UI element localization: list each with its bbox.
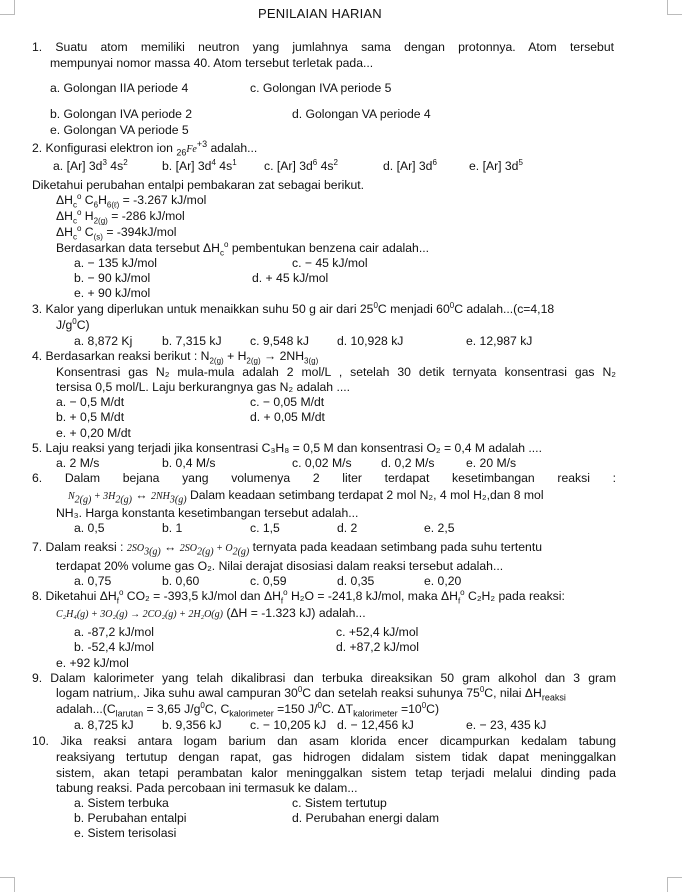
enthalpy-option-e: e. + 90 kJ/mol: [74, 286, 151, 300]
q4-option-a: a. − 0,5 M/dt: [56, 395, 125, 409]
q10-stem-line3: sistem, akan tetapi perambatan kalor meninggalkan sistem tetap terjadi melalui dinding pada: [56, 766, 616, 780]
q8-option-b: b. -52,4 kJ/mol: [74, 640, 154, 654]
enthalpy-option-c: c. − 45 kJ/mol: [292, 256, 368, 270]
q1-stem-line1: 1. Suatu atom memiliki neutron yang jumlahnya sama dengan protonnya. Atom tersebut: [32, 40, 614, 54]
enthalpy-option-a: a. − 135 kJ/mol: [74, 256, 157, 270]
q1-stem-line2: mempunyai nomor massa 40. Atom tersebut terletak pada...: [50, 56, 374, 70]
q6-stem-line3: NH₃. Harga konstanta kesetimbangan tersebut adalah...: [56, 506, 359, 520]
crop-mark-top-right: [667, 0, 682, 15]
q3-option-b: b. 7,315 kJ: [162, 334, 222, 348]
q4-stem-line2: Konsentrasi gas N₂ mula-mula adalah 2 mol/L , setelah 30 detik ternyata konsentrasi gas N₂: [56, 365, 616, 379]
q8-option-e: e. +92 kJ/mol: [56, 656, 129, 670]
q4-option-e: e. + 0,20 M/dt: [56, 426, 131, 440]
enthalpy-reaction-2: $\Delta H_c^o$ $H_{2(g)} = -286$ kJ/mol: [56, 207, 185, 226]
q8-option-d: d. +87,2 kJ/mol: [336, 640, 419, 654]
crop-mark-top-left: [0, 0, 15, 15]
q3-unit: $J/g^0C$): [56, 316, 90, 332]
q10-stem-line1: 10. Jika reaksi antara logam barium dan asam klorida encer dicampurkan kedalam tabung: [32, 734, 616, 748]
q6-option-c: c. 1,5: [250, 521, 280, 535]
q10-stem-line4: tabung reaksi. Pada percobaan ini termasuk ke dalam...: [56, 781, 358, 795]
q10-option-d: d. Perubahan energi dalam: [292, 811, 440, 825]
q9-stem-line3: $adalah...(C_{larutan} = 3,65$ $J/g^0C$, $C_{kalorimeter} =150$ J/$^0$C. $\Delta T_{kalorimeter} =10^0C$): [56, 700, 440, 719]
q6-option-a: a. 0,5: [74, 521, 105, 535]
q3-option-e: e. 12,987 kJ: [466, 334, 533, 348]
q9-stem-line1: 9. Dalam kalorimeter yang telah dikalibrasi dan terbuka direaksikan 50 gram alkohol dan 3 gram: [32, 671, 616, 685]
q6-stem-line1: 6. Dalam bejana yang volumenya 2 liter terdapat kesetimbangan reaksi :: [32, 471, 616, 485]
q9-option-d: d. − 12,456 kJ: [337, 718, 414, 732]
q1-option-a: a. Golongan IIA periode 4: [50, 81, 189, 95]
q10-option-b: b. Perubahan entalpi: [74, 811, 187, 825]
crop-mark-bottom-left: [0, 877, 15, 892]
q1-option-c: c. Golongan IVA periode 5: [250, 81, 392, 95]
q7-stem: 7. Dalam reaksi : $2SO_{3(g)}$ ↔ $2SO_{2(g)} + O_{2(g)}$ ternyata pada keadaan setimbang pada suhu tertentu: [32, 540, 542, 558]
q2-option-e: e. [Ar] $3d^5$: [469, 157, 523, 173]
q7-option-a: a. 0,75: [74, 574, 112, 588]
q4-stem-line3: tersisa 0,5 mol/L. Laju berkurangnya gas N₂ adalah ....: [56, 380, 351, 394]
q3-stem: 3. Kalor yang diperlukan untuk menaikkan suhu 50 g air dari $25^0C$ menjadi $60^0C$ adalah...(c=4,18: [32, 300, 555, 316]
q5-option-b: b. 0,4 M/s: [162, 456, 216, 470]
q8-option-c: c. +52,4 kJ/mol: [336, 625, 419, 639]
enthalpy-reaction-3: $\Delta H_c^o$ $C_{(s)} = -394kJ/mol$: [56, 223, 177, 242]
q3-option-a: a. 8,872 Kj: [74, 334, 133, 348]
q1-option-e: e. Golongan VA periode 5: [50, 123, 189, 137]
q7-stem-line2: terdapat 20% volume gas O₂. Nilai derajat disosiasi dalam reaksi tersebut adalah...: [56, 559, 504, 573]
q2-ion-atomic-number: 26: [176, 147, 187, 158]
q8-option-a: a. -87,2 kJ/mol: [74, 625, 154, 639]
q6-option-b: b. 1: [162, 521, 183, 535]
q4-option-d: d. + 0,05 M/dt: [250, 410, 325, 424]
enthalpy-reaction-1: $\Delta H_c^o$ $C_6H_{6(\ell)} = -3.267$ kJ/mol: [56, 191, 207, 210]
q6-option-d: d. 2: [337, 521, 358, 535]
q6-stem-line2: $N_{2(g)} + 3H_{2(g)}$ ↔ $2NH_{3(g)}$ Dalam keadaan setimbang terdapat 2 mol N₂, 4 mol H₂,dan 8 mol: [68, 488, 544, 506]
q2-ion-symbol: Fe: [186, 144, 197, 155]
q5-option-c: c. 0,02 M/s: [292, 456, 352, 470]
q5-option-e: e. 20 M/s: [466, 456, 517, 470]
q7-option-d: d. 0,35: [337, 574, 375, 588]
q4-option-b: b. + 0,5 M/dt: [56, 410, 125, 424]
q9-option-a: a. 8,725 kJ: [74, 718, 134, 732]
q2-option-a: a. [Ar] $3d^3$ $4s^2$: [53, 157, 128, 173]
q7-option-e: e. 0,20: [424, 574, 462, 588]
q7-option-b: b. 0,60: [162, 574, 200, 588]
enthalpy-question: Berdasarkan data tersebut $\Delta H_c^o$ pembentukan benzena cair adalah...: [56, 239, 429, 258]
q7-option-c: c. 0,59: [250, 574, 287, 588]
q2-ion-charge: +3: [196, 138, 208, 149]
q10-stem-line2: reaksiyang tertutup dengan rapat, gas hidrogen didalam sistem tidak dapat meninggalkan: [56, 750, 616, 764]
q4-option-c: c. − 0,05 M/dt: [250, 395, 325, 409]
crop-mark-bottom-right: [667, 877, 682, 892]
q6-option-e: e. 2,5: [424, 521, 455, 535]
q8-equation: C₂H₄(g) + 3O₂(g) → 2CO₂(g) + 2H₂O(g) (ΔH = -1.323 kJ) adalah...: [56, 606, 366, 620]
q9-stem-line2: logam natrium,. Jika suhu awal campuran $30^0C$ dan setelah reaksi suhunya $75^0C$, nilai $\Delta H_{reaksi}$: [56, 684, 566, 703]
enthalpy-intro: Diketahui perubahan entalpi pembakaran zat sebagai berikut.: [32, 178, 364, 192]
enthalpy-option-d: d. + 45 kJ/mol: [252, 271, 329, 285]
q10-option-e: e. Sistem terisolasi: [74, 826, 177, 840]
q4-stem: 4. Berdasarkan reaksi berikut : $N_{2(g)} + H_{2(g)} \to 2NH_{3(g)}$: [32, 349, 319, 366]
q10-option-a: a. Sistem terbuka: [74, 796, 169, 810]
q2-option-b: b. [Ar] $3d^4$ $4s^1$: [162, 157, 237, 173]
q5-stem: 5. Laju reaksi yang terjadi jika konsentrasi C₃H₈ = 0,5 M dan konsentrasi O₂ = 0,4 M adalah ....: [32, 441, 542, 455]
q8-stem: 8. Diketahui $\Delta H_f^o$ CO₂ = -393,5 kJ/mol dan $\Delta H_f^o$ H₂O = -241,8 kJ/mol, maka $\Delta H_f^o$ C₂H₂ pada reaksi:: [32, 587, 565, 606]
q9-option-e: e. − 23, 435 kJ: [466, 718, 547, 732]
q2-option-c: c. [Ar] $3d^6$ $4s^2$: [264, 157, 338, 173]
q5-option-a: a. 2 M/s: [56, 456, 100, 470]
q2-option-d: d. [Ar] $3d^6$: [383, 157, 437, 173]
q2-stem: [32, 138, 258, 158]
q1-option-b: b. Golongan IVA periode 2: [50, 107, 193, 121]
q3-option-d: d. 10,928 kJ: [337, 334, 404, 348]
q3-option-c: c. 9,548 kJ: [250, 334, 309, 348]
q9-option-b: b. 9,356 kJ: [162, 718, 222, 732]
q9-option-c: c. − 10,205 kJ: [250, 718, 327, 732]
q1-option-d: d. Golongan VA periode 4: [292, 107, 431, 121]
page-title: PENILAIAN HARIAN: [258, 6, 382, 21]
enthalpy-option-b: b. − 90 kJ/mol: [74, 271, 151, 285]
q2-stem-text: 2. Konfigurasi elektron ion: [32, 141, 173, 155]
q5-option-d: d. 0,2 M/s: [381, 456, 435, 470]
q2-stem-end: adalah...: [210, 141, 258, 155]
q10-option-c: c. Sistem tertutup: [292, 796, 387, 810]
